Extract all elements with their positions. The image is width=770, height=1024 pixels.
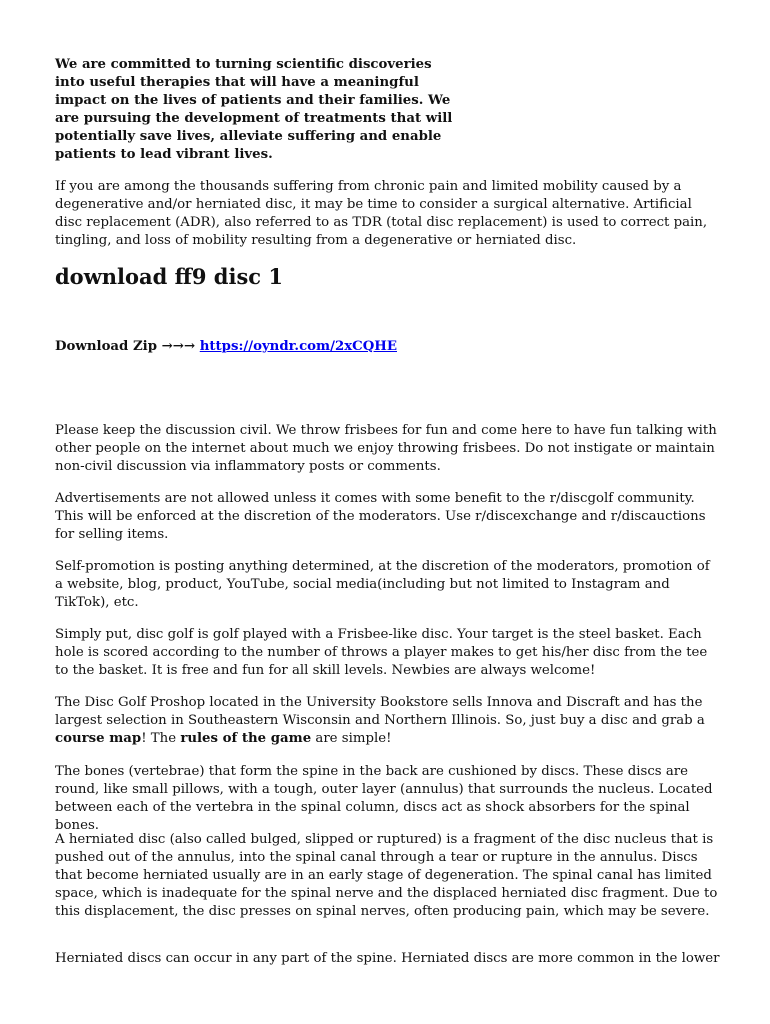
spine-paragraph: Herniated discs can occur in any part of the spine. Herniated discs are more common in the lower — [55, 951, 720, 966]
proshop-text-3: are simple! — [311, 731, 392, 746]
proshop-text: The Disc Golf Proshop located in the University Bookstore sells Innova and Discraft and has the largest selection in Southeastern Wisconsin and Northern Illinois. So, just buy a disc and grab a — [55, 695, 705, 728]
download-link[interactable]: https://oyndr.com/2xCQHE — [199, 339, 397, 354]
course-map-text: course map — [55, 731, 142, 746]
download-line — [55, 338, 397, 356]
proshop-paragraph — [55, 694, 720, 748]
herniated-paragraph: A herniated disc (also called bulged, slipped or ruptured) is a fragment of the disc nucleus that is pushed out of the annulus, into the spinal canal through a tear or rupture in the annulus. Discs that become herniated usually are in an early stage of degeneration. The spinal canal has limited space, which is inadequate for the spinal nerve and the displaced herniated disc fragment. Due to this displacement, the disc presses on spinal nerves, often producing pain, which may be severe. — [55, 832, 718, 919]
ads-paragraph: Advertisements are not allowed unless it comes with some benefit to the r/discgolf community. This will be enforced at the discretion of the moderators. Use r/discexchange and r/discauctions for selling items. — [55, 491, 706, 542]
civility-paragraph: Please keep the discussion civil. We throw frisbees for fun and come here to have fun talking with other people on the internet about much we enjoy throwing frisbees. Do not instigate or maintain non-civil discussion via inflammatory posts or comments. — [55, 423, 717, 474]
proshop-text-2: ! The — [141, 731, 181, 746]
rules-text: rules of the game — [180, 731, 312, 746]
page-title: download ff9 disc 1 — [55, 264, 283, 289]
intro-paragraph: We are committed to turning scientific discoveries into useful therapies that will have a meaningful impact on the lives of patients and their families. We are pursuing the development of treatments that will potentially save lives, alleviate suffering and enable patients to lead vibrant lives. — [55, 57, 453, 162]
self-promotion-paragraph: Self-promotion is posting anything determined, at the discretion of the moderators, promotion of a website, blog, product, YouTube, social media(including but not limited to Instagram and TikTok), etc. — [55, 559, 710, 610]
disc-golf-paragraph: Simply put, disc golf is golf played with a Frisbee-like disc. Your target is the steel basket. Each hole is scored according to the number of throws a player makes to get his/her disc from the tee to the basket. It is free and fun for all skill levels. Newbies are always welcome! — [55, 627, 708, 678]
vertebrae-paragraph: The bones (vertebrae) that form the spine in the back are cushioned by discs. These discs are round, like small pillows, with a tough, outer layer (annulus) that surrounds the nucleus. Located between each of the vertebra in the spinal column, discs act as shock absorbers for the spinal bones. — [55, 764, 713, 833]
download-label: Download Zip →→→ — [55, 339, 196, 354]
adr-paragraph: If you are among the thousands suffering from chronic pain and limited mobility caused by a degenerative and/or herniated disc, it may be time to consider a surgical alternative. Artificial disc replacement (ADR), also referred to as TDR (total disc replacement) is used to correct pain, tingling, and loss of mobility resulting from a degenerative or herniated disc. — [55, 179, 708, 248]
